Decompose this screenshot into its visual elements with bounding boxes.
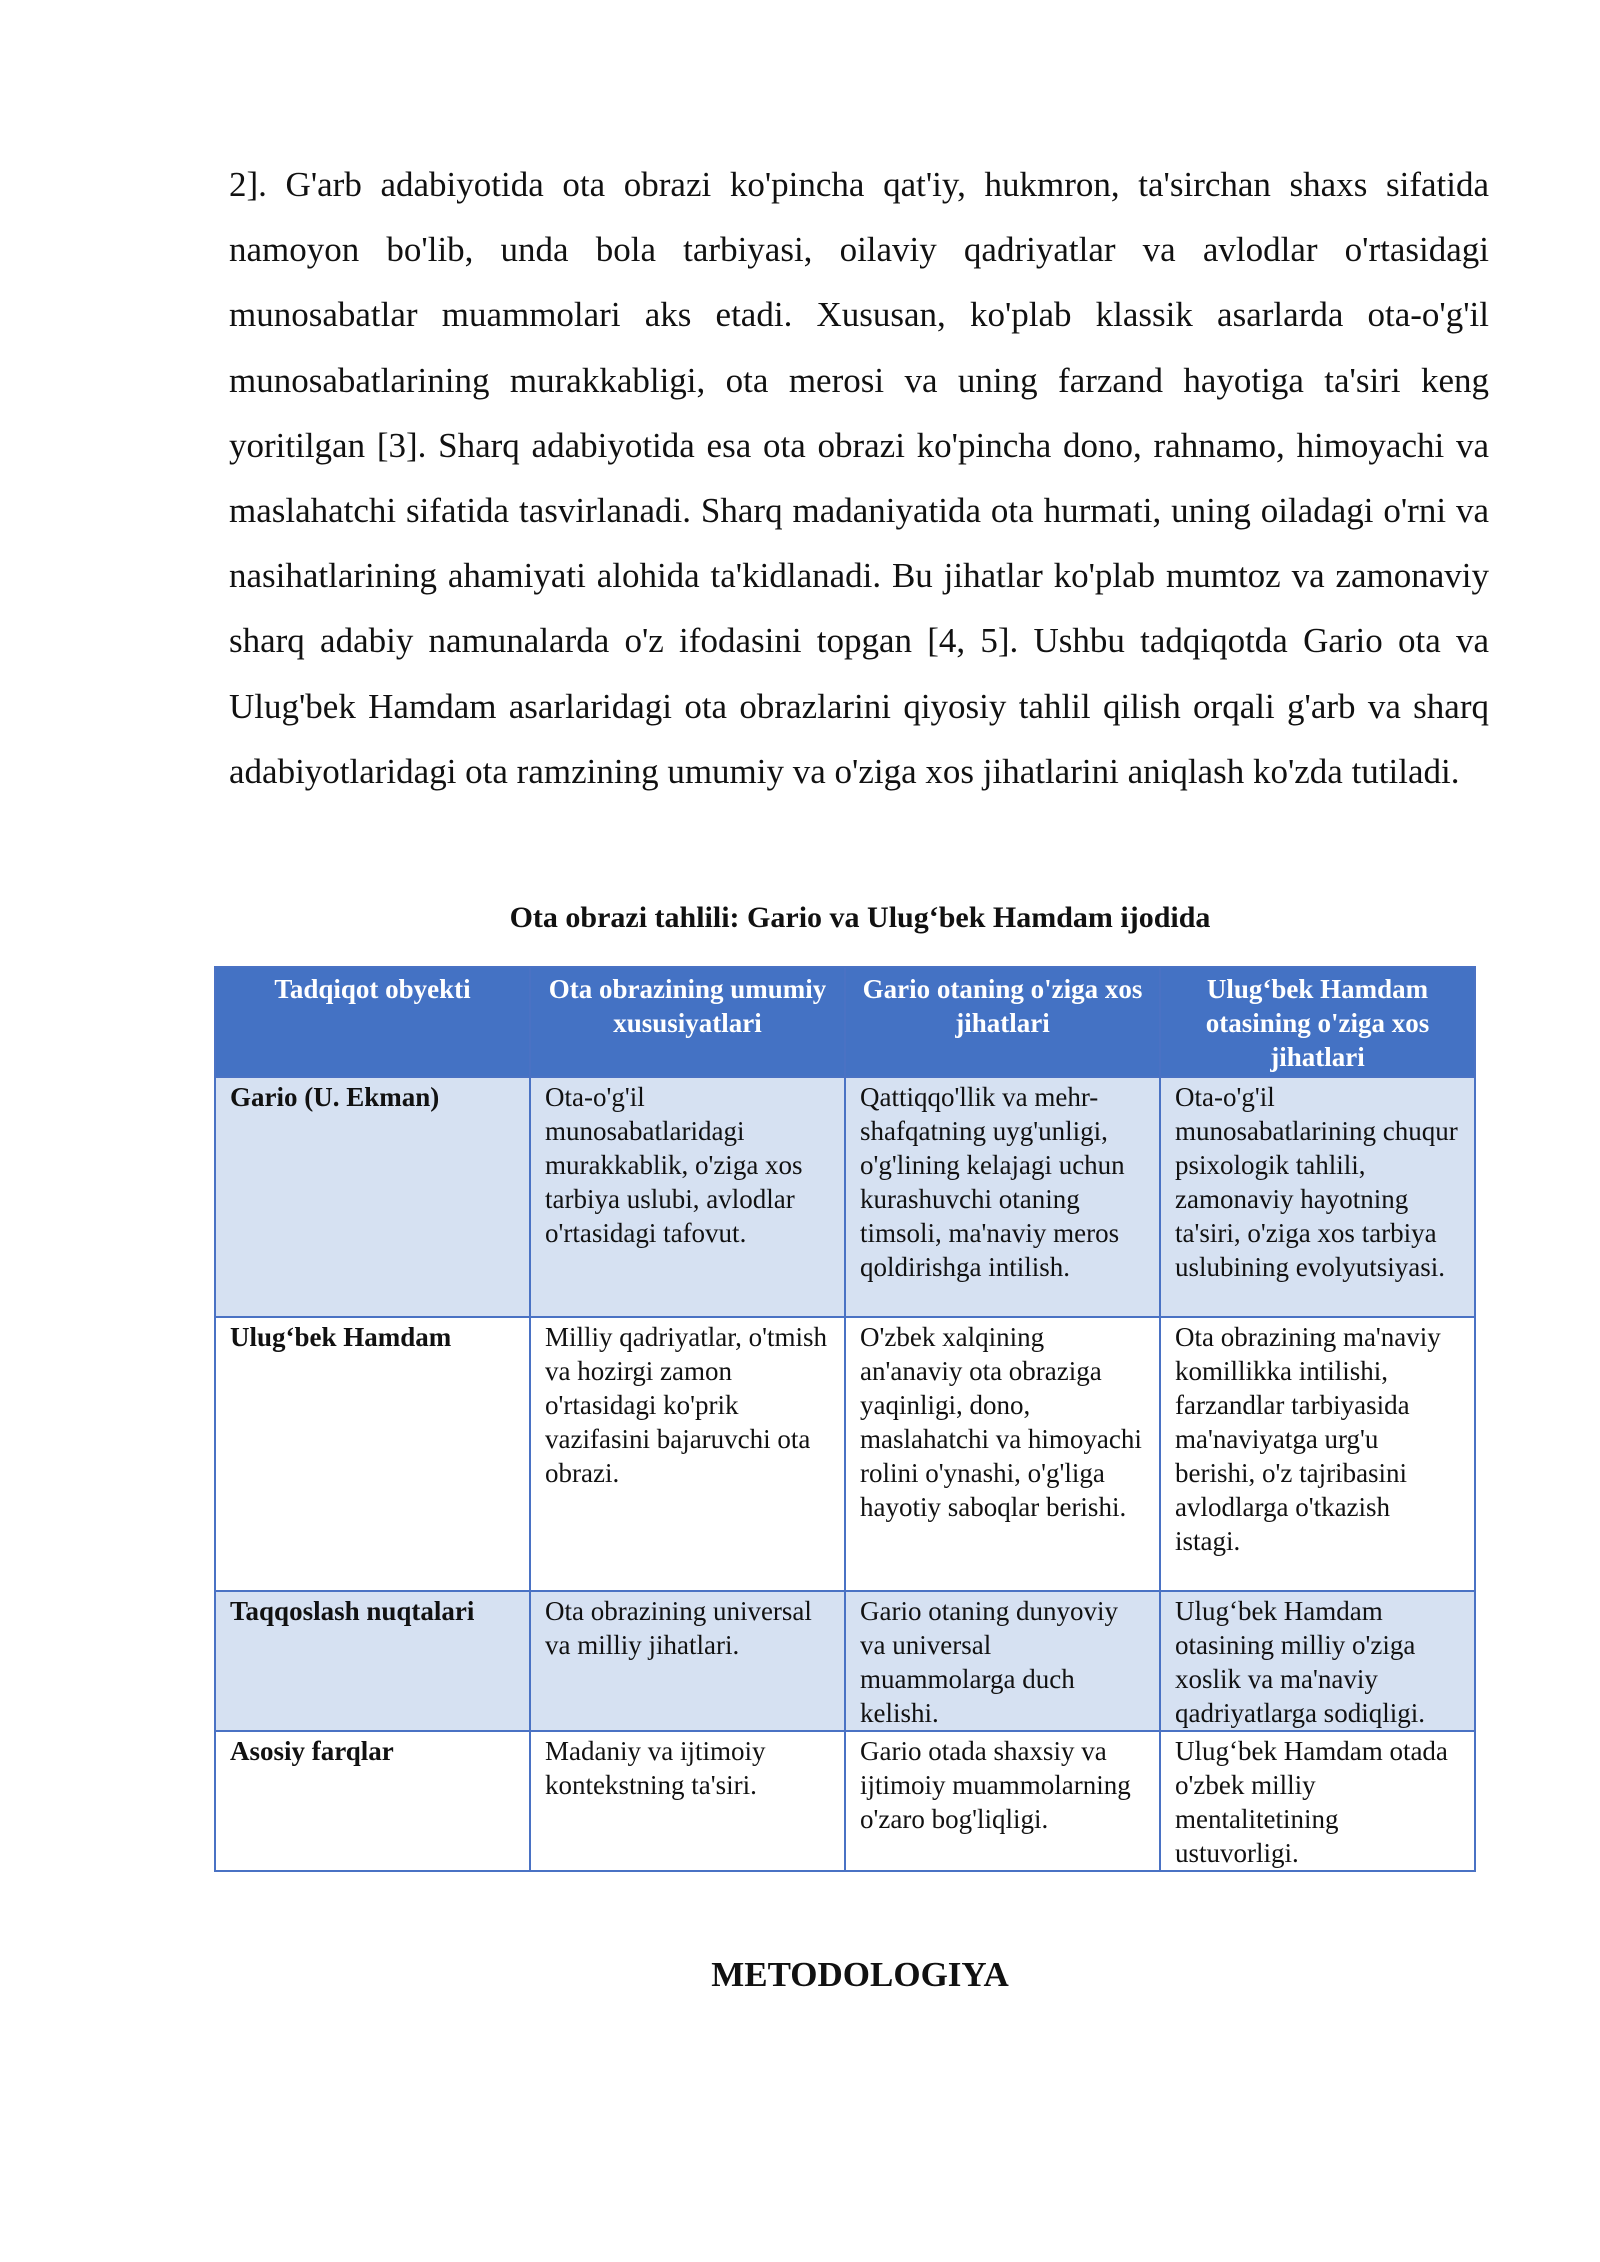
- row-label: Ulug‘bek Hamdam: [215, 1317, 530, 1591]
- header-cell-gario-traits: Gario otaning o'ziga xos jihatlari: [845, 967, 1160, 1077]
- table-title: Ota obrazi tahlili: Gario va Ulug‘bek Hamdam ijodida: [509, 901, 1211, 934]
- table-cell: Ulug‘bek Hamdam otasining milliy o'ziga xoslik va ma'naviy qadriyatlarga sodiqligi.: [1160, 1591, 1475, 1731]
- header-cell-general-traits: Ota obrazining umumiy xususiyatlari: [530, 967, 845, 1077]
- header-cell-object: Tadqiqot obyekti: [215, 967, 530, 1077]
- table-cell: Gario otada shaxsiy va ijtimoiy muammolarning o'zaro bog'liqligi.: [845, 1731, 1160, 1871]
- header-cell-hamdam-traits: Ulug‘bek Hamdam otasining o'ziga xos jihatlari: [1160, 967, 1475, 1077]
- table-header-row: [215, 967, 1475, 1077]
- table-cell: Ota obrazining universal va milliy jihatlari.: [530, 1591, 845, 1731]
- table-cell: Gario otaning dunyoviy va universal muammolarga duch kelishi.: [845, 1591, 1160, 1731]
- table-row: [215, 1591, 1475, 1731]
- section-heading: METODOLOGIYA: [711, 1955, 1009, 1994]
- table-cell: Ota obrazining ma'naviy komillikka intilishi, farzandlar tarbiyasida ma'naviyatga urg'u berishi, o'z tajribasini avlodlarga o'tkazish istagi.: [1160, 1317, 1475, 1591]
- table-row: [215, 1317, 1475, 1591]
- table-cell: O'zbek xalqining an'anaviy ota obraziga yaqinligi, dono, maslahatchi va himoyachi rolini o'ynashi, o'g'liga hayotiy saboqlar berishi.: [845, 1317, 1160, 1591]
- row-label: Taqqoslash nuqtalari: [215, 1591, 530, 1731]
- table-cell: Ota-o'g'il munosabatlaridagi murakkablik, o'ziga xos tarbiya uslubi, avlodlar o'rtasidagi tafovut.: [530, 1077, 845, 1317]
- table-cell: Qattiqqo'llik va mehr-shafqatning uyg'unligi, o'g'lining kelajagi uchun kurashuvchi otaning timsoli, ma'naviy meros qoldirishga intilish.: [845, 1077, 1160, 1317]
- table-cell: Milliy qadriyatlar, o'tmish va hozirgi zamon o'rtasidagi ko'prik vazifasini bajaruvchi ota obrazi.: [530, 1317, 845, 1591]
- comparison-table: [214, 966, 1476, 1872]
- body-paragraph: 2]. G'arb adabiyotida ota obrazi ko'pincha qat'iy, hukmron, ta'sirchan shaxs sifatida namoyon bo'lib, unda bola tarbiyasi, oilaviy qadriyatlar va avlodlar o'rtasidagi munosabatlar muammolari aks etadi. Xususan, ko'plab klassik asarlarda ota-o'g'il munosabatlarining murakkabligi, ota merosi va uning farzand hayotiga ta'siri keng yoritilgan [3]. Sharq adabiyotida esa ota obrazi ko'pincha dono, rahnamo, himoyachi va maslahatchi sifatida tasvirlanadi. Sharq madaniyatida ota hurmati, uning oiladagi o'rni va nasihatlarining ahamiyati alohida ta'kidlanadi. Bu jihatlar ko'plab mumtoz va zamonaviy sharq adabiy namunalarda o'z ifodasini topgan [4, 5]. Ushbu tadqiqotda Gario ota va Ulug'bek Hamdam asarlaridagi ota obrazlarini qiyosiy tahlil qilish orqali g'arb va sharq adabiyotlaridagi ota ramzining umumiy va o'ziga xos jihatlarini aniqlash ko'zda tutiladi.: [229, 165, 1489, 791]
- table-cell: Madaniy va ijtimoiy kontekstning ta'siri.: [530, 1731, 845, 1871]
- table-cell: Ulug‘bek Hamdam otada o'zbek milliy mentalitetining ustuvorligi.: [1160, 1731, 1475, 1871]
- row-label: Gario (U. Ekman): [215, 1077, 530, 1317]
- table-row: [215, 1077, 1475, 1317]
- table-row: [215, 1731, 1475, 1871]
- table-cell: Ota-o'g'il munosabatlarining chuqur psixologik tahlili, zamonaviy hayotning ta'siri, o'ziga xos tarbiya uslubining evolyutsiyasi.: [1160, 1077, 1475, 1317]
- row-label: Asosiy farqlar: [215, 1731, 530, 1871]
